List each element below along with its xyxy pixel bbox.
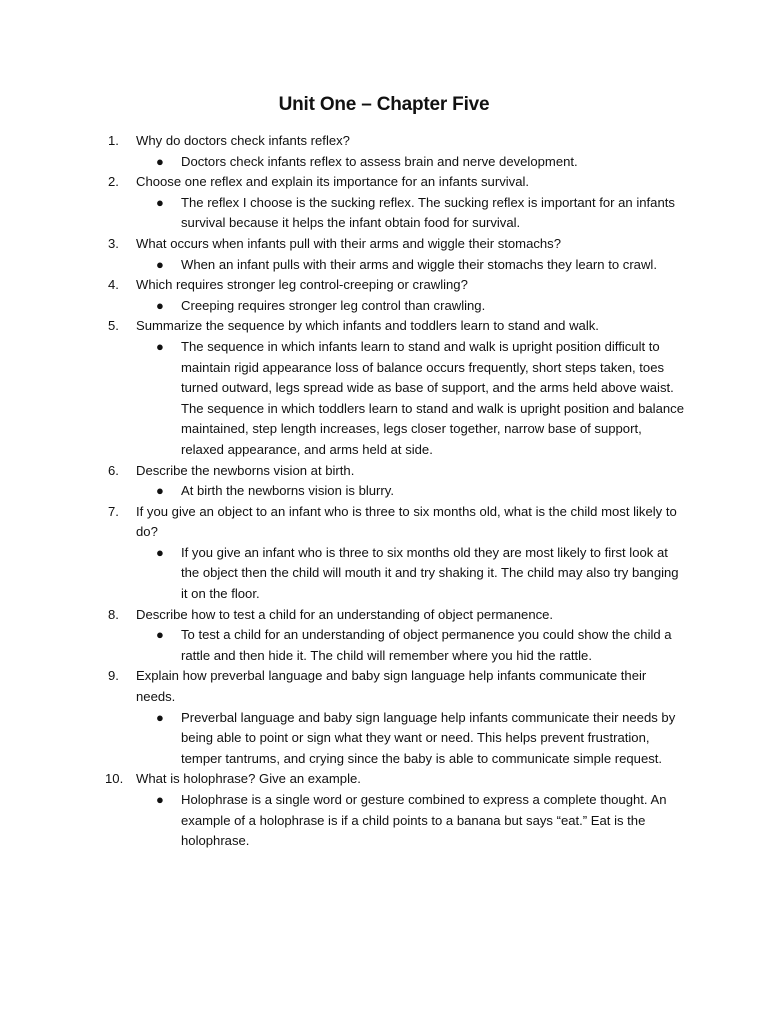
answer-item (136, 296, 688, 317)
question-text: Explain how preverbal language and baby sign language help infants communicate their needs. (136, 668, 647, 705)
question-item-2 (108, 172, 688, 234)
question-text: What is holophrase? Give an example. (136, 771, 361, 787)
question-number: 10. (105, 771, 124, 787)
answer-list (136, 337, 688, 461)
question-item-8 (108, 605, 688, 667)
answer-item (136, 481, 688, 502)
question-number: 3. (108, 235, 119, 251)
answer-text: Holophrase is a single word or gesture combined to express a complete thought. An example of a holophrase is if a child points to a banana but says “eat.” Eat is the holophrase. (181, 792, 667, 849)
answer-text: The sequence in which infants learn to stand and walk is upright position difficult to maintain rigid appearance loss of balance occurs frequently, short steps taken, toes turned outward, legs spread wide as base of support, and the arms held above waist. The sequence in which toddlers learn to stand and walk is upright position and balance maintained, step length increases, legs closer together, narrow base of support, relaxed appearance, and arms held at side. (181, 338, 684, 457)
bullet-icon: ● (156, 194, 164, 210)
bullet-icon: ● (156, 792, 164, 807)
bullet-icon: ● (156, 627, 164, 643)
bullet-icon: ● (156, 153, 164, 169)
question-item-1 (108, 131, 688, 172)
question-text: Choose one reflex and explain its importance for an infants survival. (136, 174, 530, 190)
answer-list (136, 481, 688, 502)
answer-text: The reflex I choose is the sucking reflex. The sucking reflex is important for an infants survival because it helps the infant obtain food for survival. (181, 194, 675, 231)
bullet-icon: ● (156, 338, 164, 354)
question-number: 5. (108, 318, 119, 334)
question-number: 2. (108, 174, 119, 190)
question-text: Describe how to test a child for an understanding of object permanence. (136, 606, 554, 622)
question-text: Describe the newborns vision at birth. (136, 462, 355, 478)
page-title: Unit One – Chapter Five (278, 94, 490, 115)
question-number: 4. (108, 277, 119, 293)
question-text: Summarize the sequence by which infants and toddlers learn to stand and walk. (136, 318, 599, 334)
answer-list (136, 543, 688, 605)
question-item-5 (108, 316, 688, 460)
question-number: 1. (108, 133, 119, 148)
answer-list (136, 790, 688, 852)
question-number: 8. (108, 606, 119, 622)
answer-list (136, 708, 688, 770)
answer-list (136, 152, 688, 173)
answer-item (136, 790, 688, 852)
answer-text: At birth the newborns vision is blurry. (181, 483, 394, 499)
answer-item (136, 255, 688, 276)
question-text: If you give an object to an infant who is three to six months old, what is the child most likely to do? (136, 503, 677, 540)
answer-list (136, 296, 688, 317)
answer-item (136, 543, 688, 605)
question-text: What occurs when infants pull with their arms and wiggle their stomachs? (136, 235, 562, 251)
answer-text: To test a child for an understanding of object permanence you could show the child a rattle and then hide it. The child will remember where you hid the rattle. (181, 627, 672, 663)
question-text: Why do doctors check infants reflex? (136, 133, 350, 148)
bullet-icon: ● (156, 297, 164, 313)
answer-list (136, 193, 688, 234)
answer-text: Creeping requires stronger leg control than crawling. (181, 297, 486, 313)
question-list (105, 131, 688, 852)
question-item-7 (108, 502, 688, 605)
answer-list (136, 255, 688, 276)
answer-text: When an infant pulls with their arms and wiggle their stomachs they learn to crawl. (181, 256, 657, 272)
bullet-icon: ● (156, 256, 164, 272)
question-item-10 (105, 769, 688, 851)
answer-item (136, 708, 688, 770)
answer-item (136, 337, 688, 461)
question-item-6 (108, 461, 688, 502)
answer-text: If you give an infant who is three to six months old they are most likely to first look at the object then the child will mouth it and try shaking it. The child may also try banging it on the floor. (181, 544, 679, 602)
question-item-4 (108, 275, 688, 316)
question-item-3 (108, 234, 688, 275)
answer-list (136, 625, 688, 666)
question-number: 6. (108, 462, 119, 478)
answer-item (136, 625, 688, 666)
question-text: Which requires stronger leg control-creeping or crawling? (136, 277, 468, 293)
answer-item (136, 193, 688, 234)
question-number: 7. (108, 503, 119, 519)
bullet-icon: ● (156, 709, 164, 725)
bullet-icon: ● (156, 483, 164, 499)
answer-text: Preverbal language and baby sign language help infants communicate their needs by being able to point or sign what they want or need. This helps prevent frustration, temper tantrums, and crying since the baby is able to communicate simple request. (181, 709, 676, 766)
bullet-icon: ● (156, 544, 164, 560)
answer-item (136, 152, 688, 173)
question-item-9 (108, 666, 688, 769)
answer-text: Doctors check infants reflex to assess brain and nerve development. (181, 153, 578, 169)
question-number: 9. (108, 668, 119, 684)
